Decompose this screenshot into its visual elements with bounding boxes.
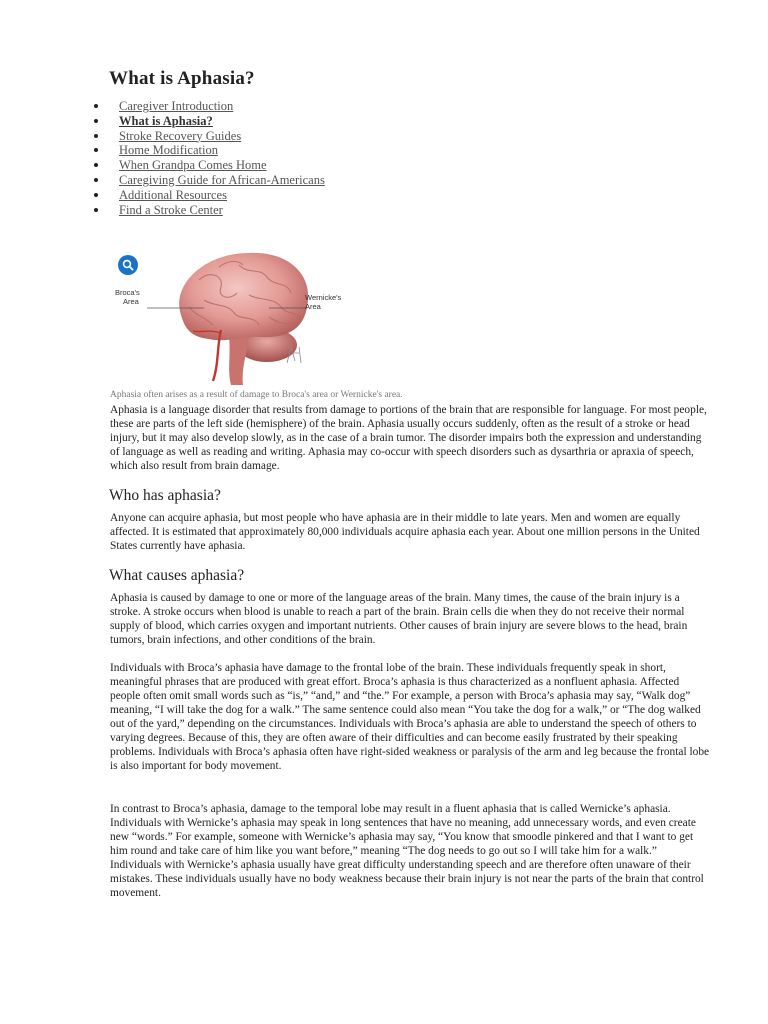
brain-diagram (109, 245, 364, 385)
section-heading-who-has-aphasia: Who has aphasia? (109, 487, 221, 504)
nav-link-what-is-aphasia[interactable]: What is Aphasia? (119, 113, 213, 128)
wernicke-label-line2: Area (305, 302, 321, 311)
intro-paragraph (110, 403, 710, 473)
wernicke-label: Wernicke's (305, 293, 342, 302)
intro-text: Aphasia is a language disorder that results from damage to portions of the brain that are responsible for language. For most people, these are parts of the left side (hemisphere) of the brain. Aphasia usually occurs suddenly, often as the result of a stroke or head injury, but it may also develop slowly, as in the case of a brain tumor. The disorder impairs both the expression and understanding of language as well as reading and writing. Aphasia may co-occur with speech disorders such as dysarthria or apraxia of speech, which also result from brain damage. (110, 404, 707, 472)
nav-link-home-modification[interactable]: Home Modification (119, 143, 218, 158)
nav-item (92, 143, 325, 158)
nav-item (92, 158, 325, 173)
who-has-aphasia-text: Anyone can acquire aphasia, but most people who have aphasia are in their middle to late years. Men and women are equally affected. It is estimated that approximately 80,000 individuals acquire aphasia each year. About one million persons in the United States currently have aphasia. (110, 512, 700, 552)
who-has-aphasia-paragraph (110, 511, 710, 553)
magnifier-icon (122, 259, 134, 271)
nav-link-caregiver-introduction[interactable]: Caregiver Introduction (119, 99, 234, 113)
nav-link-caregiving-guide[interactable]: Caregiving Guide for African-Americans (119, 172, 325, 187)
brainstem-shape (229, 337, 249, 385)
nav-item (92, 188, 325, 203)
what-causes-aphasia-paragraph (110, 591, 710, 647)
zoom-button[interactable] (118, 255, 138, 275)
topic-nav-list (92, 99, 325, 217)
nav-link-additional-resources[interactable]: Additional Resources (119, 187, 227, 202)
section-heading-what-causes-aphasia: What causes aphasia? (109, 567, 245, 584)
broca-label: Broca's (115, 288, 140, 297)
nav-item (92, 114, 325, 129)
figure-caption: Aphasia often arises as a result of damage to Broca's area or Wernicke's area. (110, 390, 403, 400)
brain-illustration (109, 245, 364, 385)
broca-aphasia-text: Individuals with Broca’s aphasia have damage to the frontal lobe of the brain. These individuals frequently speak in short, meaningful phrases that are produced with great effort. Broca’s aphasia is thus characterized as a nonfluent aphasia. Affected people often omit small words such as “is,” “and,” and “the.” For example, a person with Broca’s aphasia may say, “Walk dog” meaning, “I will take the dog for a walk.” The same sentence could also mean “You take the dog for a walk,” or “The dog walked out of the yard,” depending on the circumstances. Individuals with Broca’s aphasia are able to understand the speech of others to varying degrees. Because of this, they are often aware of their difficulties and can become easily frustrated by their speaking problems. Individuals with Broca’s aphasia often have right-sided weakness or paralysis of the arm and leg because the frontal lobe is also important for body movement. (110, 662, 710, 772)
nav-item (92, 129, 325, 144)
wernicke-aphasia-text: In contrast to Broca’s aphasia, damage to the temporal lobe may result in a fluent aphasia that is called Wernicke’s aphasia. Individuals with Wernicke’s aphasia may speak in long sentences that have no meaning, add unnecessary words, and even create new “words.” For example, someone with Wernicke’s aphasia may say, “You know that smoodle pinkered and that I want to get him round and take care of him like you want before,” meaning “The dog needs to go out so I will take him for a walk.” Individuals with Wernicke’s aphasia usually have great difficulty understanding speech and are therefore often unaware of their mistakes. These individuals usually have no body weakness because their brain injury is not near the parts of the brain that control movement. (110, 803, 704, 899)
wernicke-aphasia-paragraph (110, 802, 710, 900)
nav-link-find-stroke-center[interactable]: Find a Stroke Center (119, 202, 223, 217)
nav-link-when-grandpa-comes-home[interactable]: When Grandpa Comes Home (119, 158, 267, 173)
nav-item (92, 99, 325, 114)
cerebrum-shape (179, 253, 308, 340)
nav-item (92, 173, 325, 188)
broca-label-line2: Area (123, 297, 139, 306)
page-title: What is Aphasia? (109, 68, 255, 89)
what-causes-aphasia-text: Aphasia is caused by damage to one or more of the language areas of the brain. Many times, the cause of the brain injury is a stroke. A stroke occurs when blood is unable to reach a part of the brain. Brain cells die when they do not receive their normal supply of blood, which carries oxygen and important nutrients. Other causes of brain injury are severe blows to the head, brain tumors, brain infections, and other conditions of the brain. (110, 592, 688, 646)
broca-aphasia-paragraph (110, 661, 710, 773)
nav-link-stroke-recovery-guides[interactable]: Stroke Recovery Guides (119, 128, 242, 143)
nav-item (92, 203, 325, 218)
